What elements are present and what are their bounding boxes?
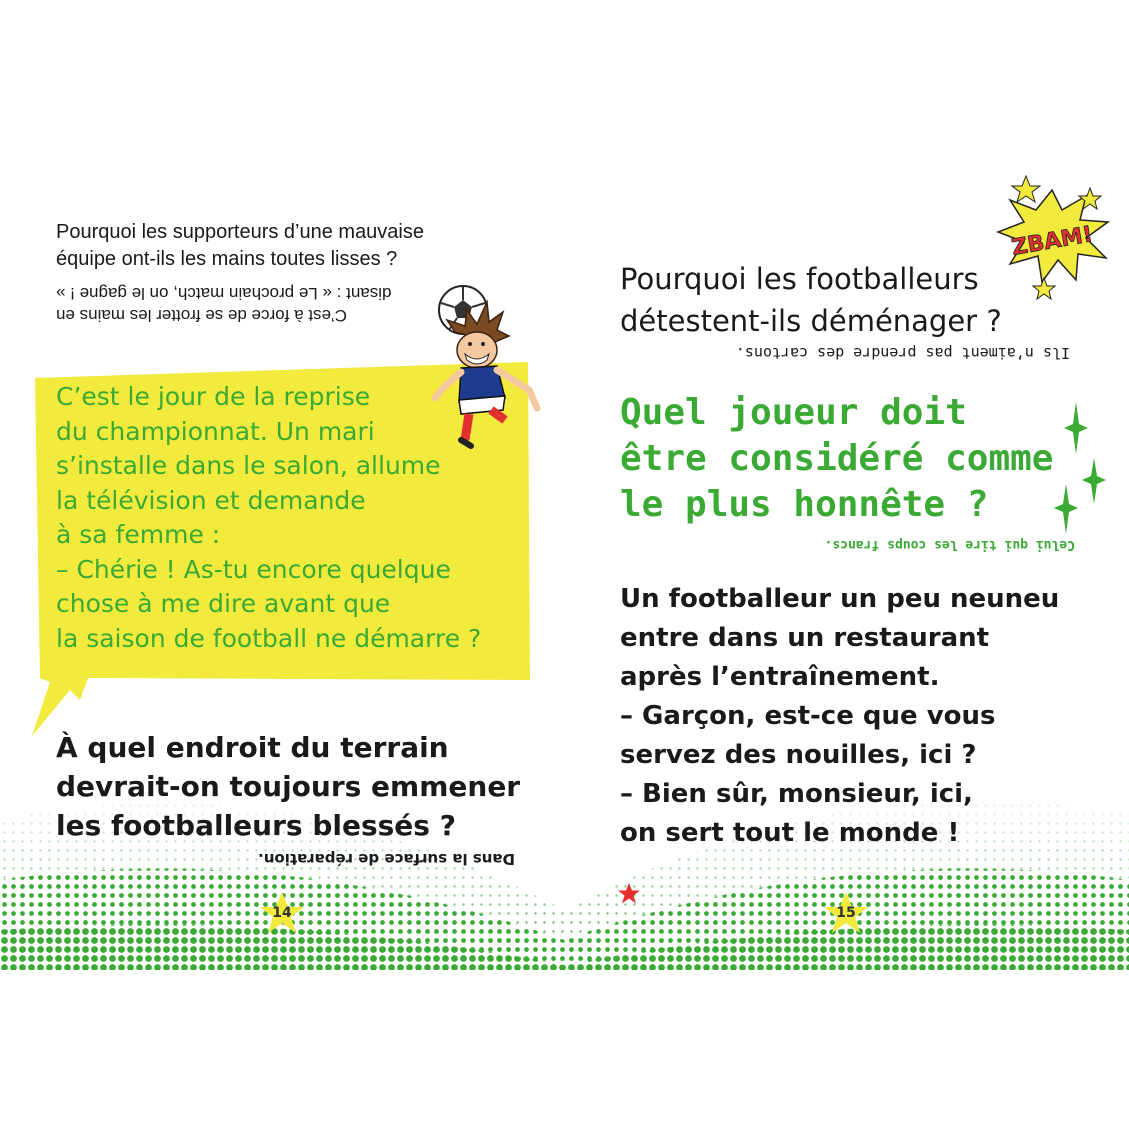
page-number-14	[258, 890, 306, 936]
question-line: détestent-ils déménager ?	[620, 304, 1002, 338]
question-line: À quel endroit du terrain	[56, 731, 449, 764]
right-question-2	[620, 390, 1080, 528]
left-answer-3-upside-down: Dans la surface de réparation.	[258, 850, 515, 868]
bubble-line: C’est le jour de la reprise	[56, 382, 371, 411]
question-line: être considéré comme	[620, 438, 1054, 479]
question-line: équipe ont-ils les mains toutes lisses ?	[56, 248, 398, 270]
bubble-line: du championnat. Un mari	[56, 416, 375, 446]
joke-line: – Garçon, est-ce que vous	[620, 701, 996, 731]
bubble-line: – Chérie ! As-tu encore quelque	[56, 554, 451, 584]
bubble-line: s’installe dans le salon, allume	[56, 451, 441, 480]
right-joke	[620, 580, 1100, 853]
bubble-line: à sa femme :	[56, 520, 221, 549]
joke-line: après l’entraînement.	[620, 662, 940, 692]
question-line: le plus honnête ?	[620, 484, 989, 525]
joke-line: servez des nouilles, ici ?	[620, 740, 977, 770]
left-answer-1-upside-down	[56, 282, 426, 326]
joke-line: on sert tout le monde !	[620, 818, 960, 848]
right-question-1	[620, 258, 1100, 342]
joke-line: Un footballeur un peu neuneu	[620, 584, 1060, 614]
zbam-label: ZBAM!	[1009, 222, 1095, 261]
question-line: Quel joueur doit	[620, 392, 967, 433]
page-number-label: 15	[836, 905, 856, 921]
question-line: Pourquoi les footballeurs	[620, 262, 979, 296]
left-question-1	[56, 219, 496, 273]
answer-line: C’est à force de se frotter les mains en	[56, 306, 348, 325]
question-line: devrait-on toujours emmener	[56, 770, 521, 803]
bubble-line: la télévision et demande	[56, 485, 366, 515]
question-line: Pourquoi les supporteurs d’une mauvaise	[56, 221, 424, 243]
bubble-line: chose à me dire avant que	[56, 589, 391, 618]
soccer-player-illustration	[425, 280, 550, 450]
page-number-label: 14	[272, 905, 292, 921]
bubble-line: la saison de football ne démarre ?	[56, 623, 482, 653]
page-number-15	[822, 890, 870, 936]
left-question-3	[56, 728, 536, 845]
sparkle-icon	[1050, 400, 1110, 540]
right-answer-2-upside-down: Celui qui tire les coups francs.	[824, 537, 1075, 552]
joke-line: – Bien sûr, monsieur, ici,	[620, 779, 973, 809]
answer-line: disant : « Le prochain match, on le gagne ! »	[56, 284, 392, 303]
joke-line: entre dans un restaurant	[620, 623, 990, 653]
right-answer-1-upside-down: Ils n’aiment pas prendre des cartons.	[735, 344, 1070, 362]
star-icon	[617, 882, 641, 905]
question-line: les footballeurs blessés ?	[56, 809, 456, 842]
